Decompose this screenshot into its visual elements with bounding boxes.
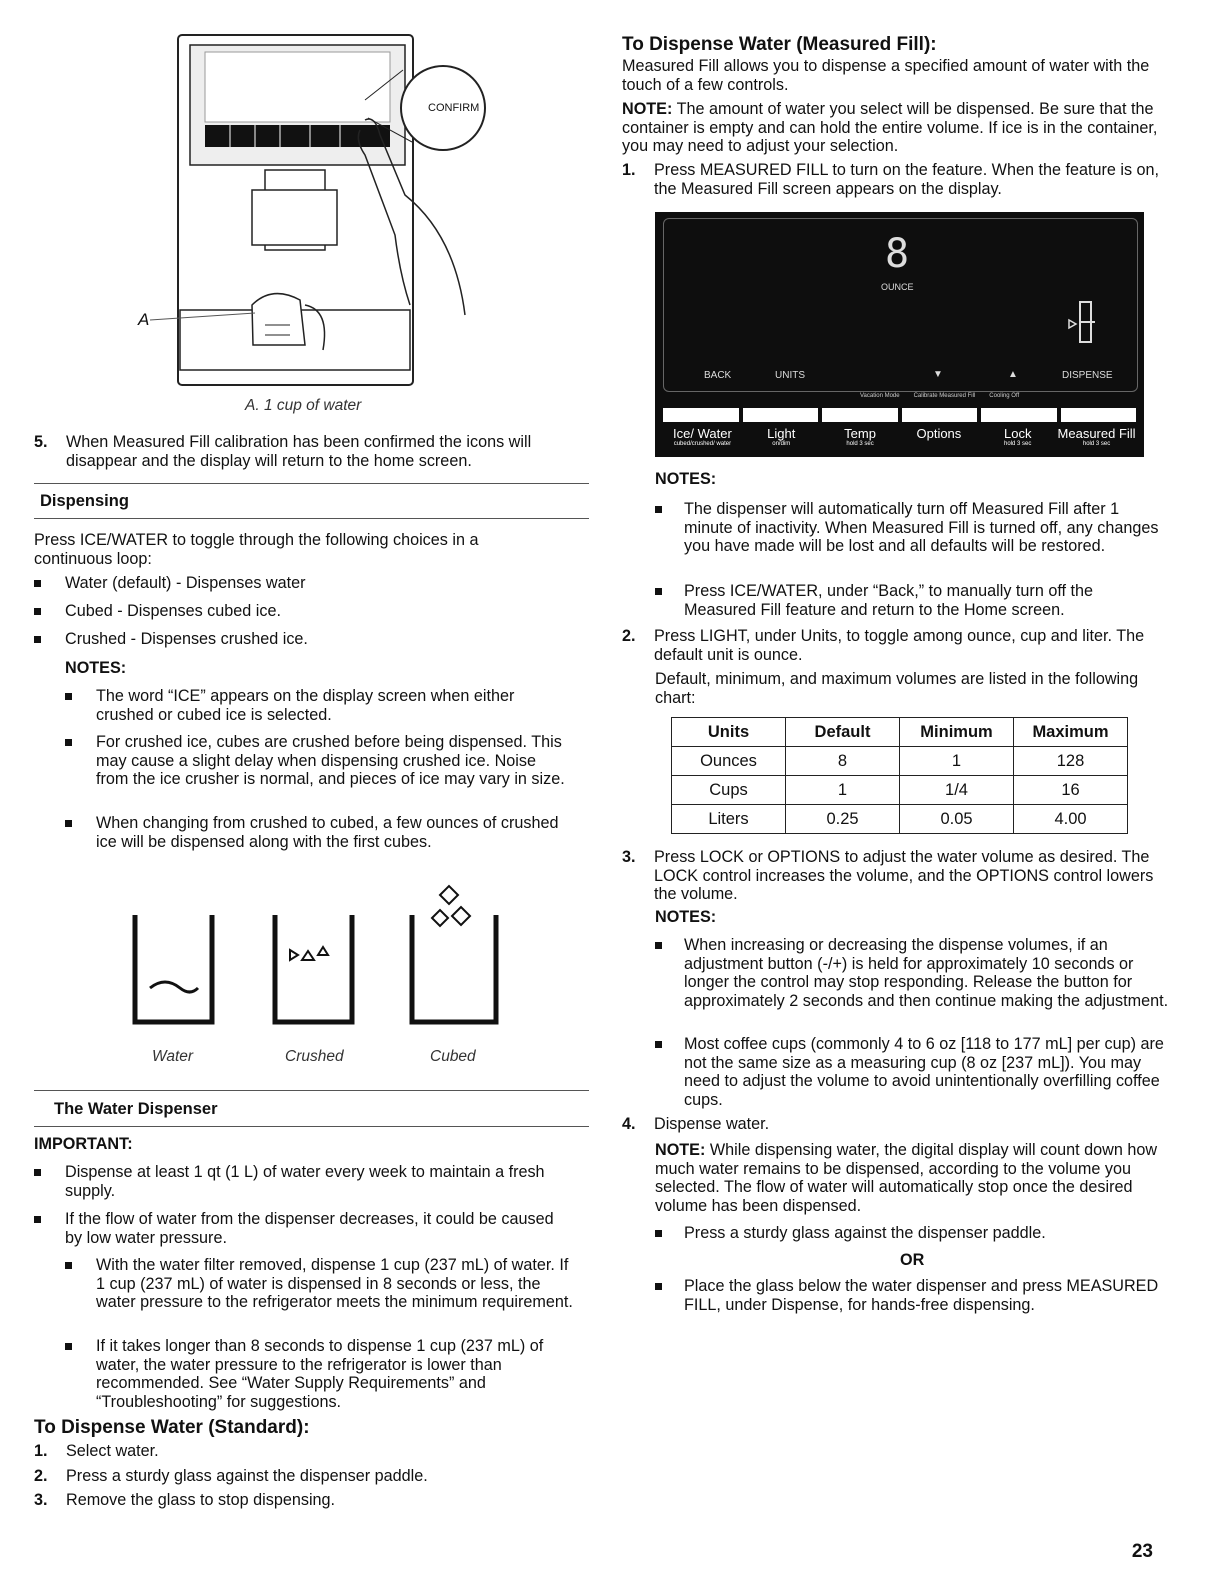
up-arrow-icon: ▲ (1008, 369, 1018, 380)
dispensing-intro: Press ICE/WATER to toggle through the following choices in a continuous loop: (34, 531, 479, 568)
important-item: If the flow of water from the dispenser decreases, it could be caused by low water pressure. (34, 1210, 574, 1247)
cubed-glass-icon (412, 886, 496, 1022)
bullet-icon (34, 1169, 41, 1176)
glass-label-cubed: Cubed (430, 1048, 476, 1065)
button-measured-fill[interactable]: Measured Fill hold 3 sec (1057, 426, 1136, 447)
bullet-icon (34, 1216, 41, 1223)
standard-step: 3. Remove the glass to stop dispensing. (34, 1491, 336, 1509)
dispensing-heading: Dispensing (40, 492, 129, 510)
step-4: 4. Dispense water. (622, 1115, 770, 1133)
panel-key[interactable] (743, 408, 819, 422)
bullet-icon (655, 1283, 662, 1290)
note-item: The dispenser will automatically turn off Measured Fill after 1 minute of inactivity. When Measured Fill is turned off, any changes you have made will be lost and all defaults will be restored. (655, 500, 1160, 556)
confirm-label: CONFIRM (428, 102, 480, 114)
step-4-item: Press a sturdy glass against the dispenser paddle. (655, 1224, 1165, 1243)
important-heading: IMPORTANT: (34, 1135, 133, 1153)
glass-label-crushed: Crushed (285, 1048, 344, 1065)
bullet-icon (655, 942, 662, 949)
note-item: For crushed ice, cubes are crushed before being dispensed. This may cause a slight delay when dispensing crushed ice. Noise from the ice crusher is normal, and pieces of ice may vary in size. (65, 733, 570, 789)
panel-key[interactable] (902, 408, 978, 422)
back-label: BACK (704, 370, 732, 381)
divider (34, 518, 589, 519)
divider (34, 1090, 589, 1091)
important-item: Dispense at least 1 qt (1 L) of water every week to maintain a fresh supply. (34, 1163, 589, 1200)
bullet-icon (65, 1343, 72, 1350)
table-row: Ounces 8 1 128 (672, 747, 1128, 776)
glass-label-water: Water (152, 1048, 194, 1065)
bullet-icon (34, 636, 41, 643)
label-a: A (138, 310, 150, 329)
bullet-icon (34, 608, 41, 615)
standard-step: 2. Press a sturdy glass against the dispenser paddle. (34, 1467, 428, 1485)
table-row: Liters 0.25 0.05 4.00 (672, 805, 1128, 834)
button-lock[interactable]: Lock hold 3 sec (1003, 426, 1032, 447)
units-label: UNITS (775, 370, 805, 381)
table-row: Cups 1 1/4 16 (672, 776, 1128, 805)
water-glass-icon (135, 915, 212, 1022)
dispense-label: DISPENSE (1062, 370, 1113, 381)
bullet-icon (655, 506, 662, 513)
measured-fill-heading: To Dispense Water (Measured Fill): (622, 34, 937, 55)
note-item: When increasing or decreasing the dispense volumes, if an adjustment button (-/+) is held for approximately 10 seconds or longer the control may stop responding. Release the button for approximately 2 seconds and then continue making the adjustment. (655, 936, 1175, 1010)
sub-item: If it takes longer than 8 seconds to dispense 1 cup (237 mL) of water, the water pressure to the refrigerator is lower than recommended. See “Water Supply Requirements” and “Troubleshooting” for suggestions. (65, 1337, 585, 1411)
note-item: Most coffee cups (commonly 4 to 6 oz [118 to 177 mL] per cup) are not the same size as a measuring cup (8 oz [237 mL]). You may need to adjust the volume to avoid unintentionally overfilling coffee cups. (655, 1035, 1175, 1109)
step-4-item: Place the glass below the water dispenser and press MEASURED FILL, under Dispense, for hands-free dispensing. (655, 1277, 1175, 1314)
crushed-glass-icon (275, 915, 352, 1022)
or-label: OR (900, 1251, 925, 1269)
bullet-icon (655, 1230, 662, 1237)
panel-button-row (663, 408, 1136, 422)
button-light[interactable]: Light on/dim (767, 426, 796, 447)
notes-heading: NOTES: (655, 908, 717, 926)
panel-labels (663, 426, 1136, 447)
divider (34, 1126, 589, 1127)
ounce-label: OUNCE (881, 282, 914, 292)
down-arrow-icon: ▼ (933, 369, 943, 380)
note-item: The word “ICE” appears on the display screen when either crushed or cubed ice is selected. (65, 687, 570, 724)
bullet-icon (65, 820, 72, 827)
step-2-detail: Default, minimum, and maximum volumes are listed in the following chart: (655, 670, 1139, 707)
panel-key[interactable] (822, 408, 898, 422)
divider (34, 483, 589, 484)
sub-item: With the water filter removed, dispense 1 cup (237 mL) of water. If 1 cup (237 mL) of water is dispensed in 8 seconds or less, the water pressure to the refrigerator meets the minimum requirement. (65, 1256, 575, 1312)
step-4-note: NOTE: While dispensing water, the digital display will count down how much water remains to be dispensed, according to the volume you selected. The flow of water will automatically stop once the desired volume has been dispensed. (655, 1141, 1158, 1215)
volume-table (671, 717, 1128, 834)
bullet-icon (65, 693, 72, 700)
button-ice-water[interactable]: Ice/ Water cubed/crushed/ water (673, 426, 732, 447)
standard-step: 1. Select water. (34, 1442, 159, 1460)
measured-fill-note: NOTE: The amount of water you select will be dispensed. Be sure that the container is empty and can hold the entire volume. If ice is in the container, you may need to adjust your selection. (622, 100, 1158, 155)
step-5 (34, 433, 589, 470)
hold-labels: Vacation Mode Calibrate Measured Fill Cooling Off (860, 393, 1020, 399)
button-temp[interactable]: Temp hold 3 sec (844, 426, 876, 447)
standard-heading: To Dispense Water (Standard): (34, 1417, 310, 1438)
note-item: When changing from crushed to cubed, a few ounces of crushed ice will be dispensed along with the first cubes. (65, 814, 570, 851)
dispenser-drawing (150, 30, 490, 395)
illustration-caption: A. 1 cup of water (245, 397, 362, 414)
bullet-icon (65, 1262, 72, 1269)
panel-key[interactable] (981, 408, 1057, 422)
note-item: Press ICE/WATER, under “Back,” to manually turn off the Measured Fill feature and return to the Home screen. (655, 582, 1160, 619)
page-number: 23 (1131, 1541, 1153, 1562)
list-item: Cubed - Dispenses cubed ice. (34, 602, 574, 621)
step-text: When Measured Fill calibration has been confirmed the icons will disappear and the display will return to the home screen. (66, 433, 532, 470)
panel-key[interactable] (663, 408, 739, 422)
glass-icons (130, 880, 530, 1030)
control-panel-display (655, 212, 1144, 457)
step-3: 3. Press LOCK or OPTIONS to adjust the water volume as desired. The LOCK control increases the volume, and the OPTIONS control lowers the volume. (622, 848, 1154, 903)
list-item: Water (default) - Dispenses water (34, 574, 574, 593)
bullet-icon (65, 739, 72, 746)
panel-key[interactable] (1061, 408, 1137, 422)
notes-heading: NOTES: (65, 659, 127, 677)
measured-fill-intro: Measured Fill allows you to dispense a specified amount of water with the touch of a few controls. (622, 57, 1150, 94)
step-number: 5. (34, 433, 48, 451)
bullet-icon (655, 588, 662, 595)
bullet-icon (34, 580, 41, 587)
notes-heading: NOTES: (655, 470, 717, 488)
bullet-icon (655, 1041, 662, 1048)
dispenser-illustration (138, 30, 490, 395)
water-dispenser-heading: The Water Dispenser (54, 1100, 218, 1118)
list-item: Crushed - Dispenses crushed ice. (34, 630, 574, 649)
table-header-row: Units Default Minimum Maximum (672, 718, 1128, 747)
volume-digit: 8 (885, 231, 910, 277)
dispense-level-icon (1067, 300, 1097, 345)
step-2: 2. Press LIGHT, under Units, to toggle among ounce, cup and liter. The default unit is ounce. (622, 627, 1145, 664)
button-options[interactable]: Options (916, 426, 962, 441)
step-1: 1. Press MEASURED FILL to turn on the feature. When the feature is on, the Measured Fill screen appears on the display. (622, 161, 1160, 198)
